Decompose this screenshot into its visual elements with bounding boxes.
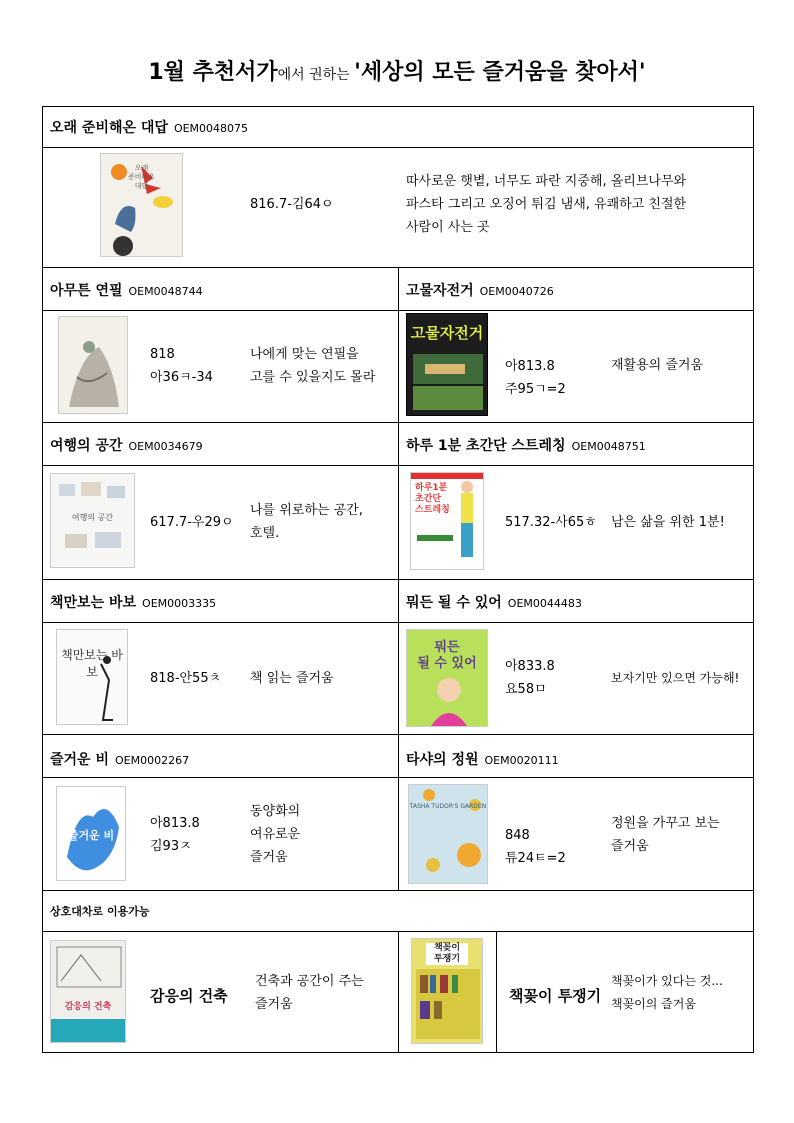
book-code: OEM0003335 (142, 597, 217, 610)
book-header (406, 592, 582, 612)
book-code: OEM0048744 (128, 285, 203, 298)
book-title: 고물자전거 (406, 283, 474, 299)
row-divider (43, 890, 753, 891)
book-cover (411, 938, 483, 1044)
desc-line: 건축과 공간이 주는 (255, 974, 364, 989)
book-title: 하루 1분 초간단 스트레칭 (406, 438, 566, 454)
desc-line: 즐거움 (250, 850, 288, 865)
book-title: 책만보는 바보 (50, 595, 137, 611)
book-cover (56, 629, 128, 725)
call-line: 아833.8 (505, 659, 555, 674)
title-part-3: '세상의 모든 즐거움을 찾아서' (354, 60, 646, 85)
call-line: 848 (505, 828, 530, 843)
cover-title-line: 오래 (134, 164, 149, 172)
book-cover (100, 153, 183, 257)
call-line: 818 (150, 347, 175, 362)
cover-title-line: 스트레칭 (415, 505, 450, 515)
book-desc (611, 812, 720, 858)
book-title: 뭐든 될 수 있어 (406, 595, 502, 611)
book-header (50, 435, 203, 455)
desc-line: 책꽂이의 즐거움 (611, 997, 696, 1011)
loan-book-title: 감응의 건축 (150, 987, 228, 1005)
book-desc (255, 970, 364, 1016)
call-line: 아36ㅋ-34 (150, 370, 213, 385)
book-desc (611, 511, 725, 534)
desc-line: 즐거움 (611, 839, 649, 854)
desc-line: 고를 수 있을지도 몰라 (250, 370, 376, 385)
desc-line: 정원을 가꾸고 보는 (611, 816, 720, 831)
desc-line: 따사로운 햇볕, 너무도 파란 지중해, 올리브나무와 (406, 174, 687, 189)
desc-line: 동양화의 (250, 804, 301, 819)
cover-illustration (51, 941, 126, 1043)
desc-line: 재활용의 즐거움 (611, 358, 704, 373)
desc-line: 여유로운 (250, 827, 301, 842)
loan-book-title: 책꽂이 투쟁기 (509, 987, 602, 1005)
call-number: 617.7-우29ㅇ (150, 515, 234, 530)
book-title: 즐거운 비 (50, 752, 109, 768)
book-code: OEM0002267 (114, 754, 190, 767)
desc-line: 나를 위로하는 공간, (250, 503, 363, 518)
call-line: 주95ㄱ=2 (505, 382, 566, 397)
book-desc (250, 343, 375, 389)
book-code: OEM0034679 (128, 440, 203, 453)
book-cover (50, 940, 126, 1043)
desc-line: 남은 삶을 위한 1분! (611, 515, 725, 530)
book-desc (250, 667, 334, 690)
book-desc (250, 800, 300, 869)
book-header (406, 280, 554, 300)
call-number: 816.7-김64ㅇ (250, 197, 334, 212)
book-cover (56, 786, 126, 881)
title-part-2: 에서 권하는 (277, 67, 355, 83)
cover-title-line: 책꽂이 (433, 943, 461, 953)
call-number (505, 824, 566, 870)
book-cover (406, 313, 488, 416)
book-code: OEM0020111 (484, 754, 559, 767)
book-cover (58, 316, 128, 414)
desc-line: 책 읽는 즐거움 (250, 671, 334, 686)
cover-title-line: 될 수 있어 (417, 656, 477, 671)
book-title: 여행의 공간 (50, 438, 123, 454)
book-title: 아무튼 연필 (50, 283, 123, 299)
cover-illustration (59, 317, 128, 414)
call-line: 요58ㅁ (505, 682, 547, 697)
book-code: OEM0044483 (507, 597, 582, 610)
book-header (50, 749, 189, 769)
book-desc (250, 499, 363, 545)
book-code: OEM0048075 (173, 122, 249, 135)
book-cover (50, 473, 135, 568)
call-line: 아813.8 (150, 816, 200, 831)
book-title: 타샤의 정원 (406, 752, 479, 768)
call-line: 김93ㅈ (150, 839, 192, 854)
call-number (505, 655, 555, 701)
cover-title: 고물자전거 (410, 324, 484, 342)
desc-line: 나에게 맞는 연필을 (250, 347, 359, 362)
book-cover (406, 629, 488, 727)
desc-line: 즐거움 (255, 997, 293, 1012)
book-desc (611, 667, 739, 690)
call-line: 튜24ㅌ=2 (505, 851, 566, 866)
cover-title-line: 대답 (134, 182, 149, 190)
desc-line: 사람이 사는 곳 (406, 220, 490, 235)
book-header (406, 435, 646, 455)
cover-title: TASHA TUDOR'S GARDEN (409, 803, 487, 810)
book-desc (611, 354, 703, 377)
interlibrary-loan-header: 상호대차로 이용가능 (50, 905, 150, 918)
cover-title-line: 투쟁기 (433, 954, 461, 964)
call-number: 818-안55ㅊ (150, 671, 222, 686)
cover-title-line: 준비해온 (127, 173, 156, 181)
book-title: 오래 준비해온 대답 (50, 120, 168, 136)
book-header (50, 117, 248, 137)
cover-title: 책만보는 바보 (61, 648, 123, 679)
book-cover (408, 784, 488, 884)
desc-line: 책꽂이가 있다는 것... (611, 974, 723, 988)
desc-line: 호텔. (250, 526, 280, 541)
column-divider (496, 931, 497, 1053)
call-number: 517.32-사65ㅎ (505, 515, 597, 530)
cover-title-line: 하루1분 (415, 483, 448, 493)
cover-title-line: 뭐든 (434, 640, 460, 655)
cover-title: 여행의 공간 (71, 513, 114, 522)
book-header (50, 592, 216, 612)
call-number (150, 343, 213, 389)
column-divider (398, 931, 399, 1053)
title-part-1: 1월 추천서가 (148, 60, 278, 85)
book-code: OEM0040726 (479, 285, 554, 298)
book-code: OEM0048751 (571, 440, 646, 453)
book-header (406, 749, 559, 769)
desc-line: 보자기만 있으면 가능해! (611, 671, 740, 685)
cover-illustration (409, 785, 488, 884)
call-number (505, 355, 566, 401)
cover-title: 감응의 건축 (64, 1002, 112, 1012)
desc-line: 파스타 그리고 오징어 튀김 냄새, 유쾌하고 친절한 (406, 197, 687, 212)
row-divider (43, 147, 753, 148)
call-number (150, 812, 200, 858)
book-desc (406, 170, 686, 239)
cover-title: 즐거운 비 (67, 829, 115, 842)
page-title (0, 55, 794, 86)
call-line: 아813.8 (505, 359, 555, 374)
column-divider (398, 267, 399, 890)
cover-title-line: 초간단 (415, 494, 442, 504)
book-desc (611, 970, 723, 1016)
book-header (50, 280, 203, 300)
book-cover (410, 472, 484, 570)
